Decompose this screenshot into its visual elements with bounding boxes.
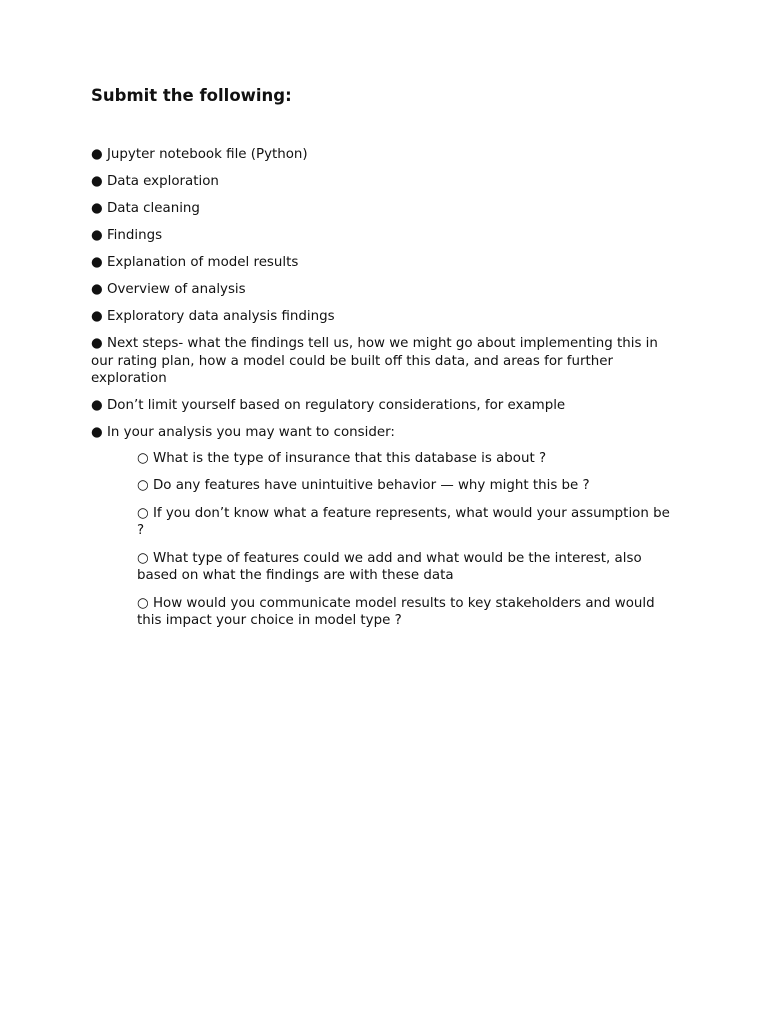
bullet-icon: ● <box>91 398 103 413</box>
list-item-text: Jupyter notebook file (Python) <box>106 147 308 162</box>
sub-list-item <box>137 477 681 495</box>
sub-list-item-text: If you don’t know what a feature represents, what would your assumption be ? <box>137 505 670 538</box>
circle-bullet-icon: ○ <box>137 595 149 611</box>
circle-bullet-icon: ○ <box>137 550 149 566</box>
bullet-icon: ● <box>91 282 103 297</box>
circle-bullet-icon: ○ <box>137 505 149 521</box>
bullet-icon: ● <box>91 255 103 270</box>
sub-list-item-text: What type of features could we add and what would be the interest, also based on what the findings are with these data <box>137 550 642 583</box>
circle-bullet-icon: ○ <box>137 478 149 493</box>
bullet-icon: ● <box>91 174 103 189</box>
list-item-text: Overview of analysis <box>106 282 246 297</box>
list-item <box>91 146 681 164</box>
list-item-text: Exploratory data analysis findings <box>106 309 335 324</box>
list-item <box>91 397 681 415</box>
sub-list-item-text: How would you communicate model results to key stakeholders and would this impact your choice in model type ? <box>137 595 655 628</box>
sub-list-item-text: What is the type of insurance that this database is about ? <box>152 450 547 466</box>
document-title: Submit the following: <box>91 86 292 105</box>
list-item <box>91 424 681 630</box>
document-page <box>91 84 681 640</box>
considerations-list <box>91 450 681 630</box>
sub-list-item <box>137 595 681 630</box>
sub-list-item <box>137 450 681 468</box>
list-item <box>91 173 681 191</box>
sub-list-item-text: Do any features have unintuitive behavior — why might this be ? <box>152 478 590 493</box>
list-item-text: Findings <box>106 228 163 243</box>
bullet-icon: ● <box>91 309 103 324</box>
list-item-text: Data exploration <box>106 174 219 189</box>
list-item-text: In your analysis you may want to consider: <box>106 425 395 440</box>
list-item <box>91 227 681 245</box>
list-item <box>91 308 681 326</box>
bullet-icon: ● <box>91 228 103 243</box>
bullet-icon: ● <box>91 425 103 440</box>
list-item <box>91 335 681 388</box>
sub-list-item <box>137 550 681 585</box>
list-item-text: Next steps- what the findings tell us, how we might go about implementing this in our rating plan, how a model could be built off this data, and areas for further exploration <box>91 336 658 386</box>
bullet-icon: ● <box>91 147 103 162</box>
list-item-text: Don’t limit yourself based on regulatory considerations, for example <box>106 398 566 413</box>
list-item-text: Data cleaning <box>106 201 200 216</box>
sub-list-item <box>137 505 681 540</box>
list-item <box>91 254 681 272</box>
bullet-icon: ● <box>91 201 103 216</box>
circle-bullet-icon: ○ <box>137 450 149 466</box>
list-item-text: Explanation of model results <box>106 255 299 270</box>
list-item <box>91 281 681 299</box>
requirements-list <box>91 146 681 630</box>
bullet-icon: ● <box>91 336 103 351</box>
list-item <box>91 200 681 218</box>
